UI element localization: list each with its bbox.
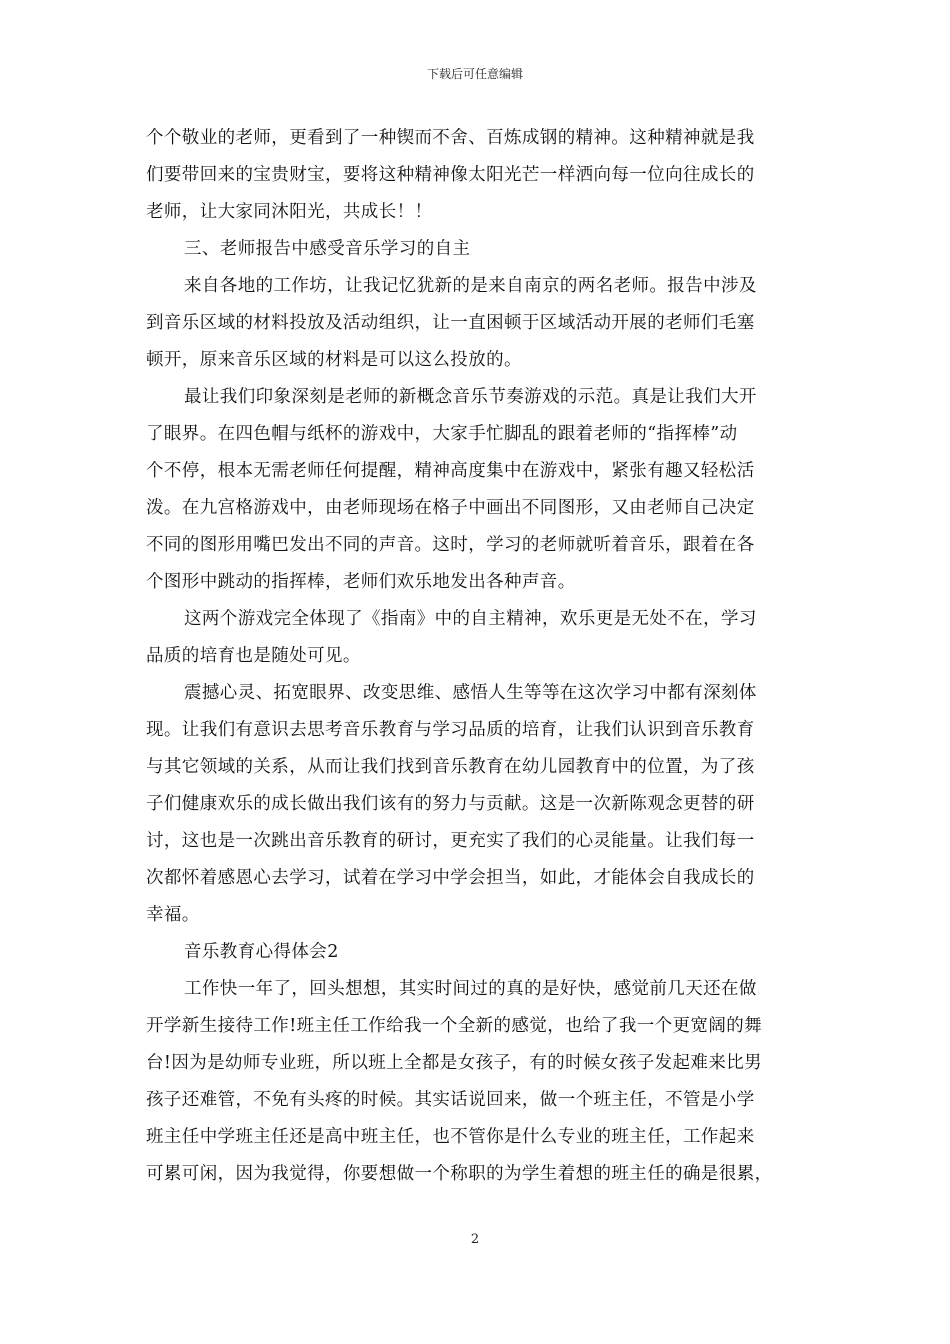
body-line: 最让我们印象深刻是老师的新概念音乐节奏游戏的示范。真是让我们大开 bbox=[184, 387, 757, 407]
body-line: 次都怀着感恩心去学习，试着在学习中学会担当，如此，才能体会自我成长的 bbox=[146, 868, 755, 888]
body-line: 泼。在九宫格游戏中，由老师现场在格子中画出不同图形，又由老师自己决定 bbox=[146, 498, 755, 518]
section-heading: 三、老师报告中感受音乐学习的自主 bbox=[184, 239, 471, 259]
body-line: 来自各地的工作坊，让我记忆犹新的是来自南京的两名老师。报告中涉及 bbox=[184, 276, 757, 296]
body-line: 与其它领域的关系，从而让我们找到音乐教育在幼儿园教育中的位置，为了孩 bbox=[146, 757, 755, 777]
body-line: 到音乐区域的材料投放及活动组织，让一直困顿于区域活动开展的老师们毛塞 bbox=[146, 313, 755, 333]
body-line: 这两个游戏完全体现了《指南》中的自主精神，欢乐更是无处不在，学习 bbox=[184, 609, 757, 629]
body-line: 子们健康欢乐的成长做出我们该有的努力与贡献。这是一次新陈观念更替的研 bbox=[146, 794, 755, 814]
body-line: 了眼界。在四色帽与纸杯的游戏中，大家手忙脚乱的跟着老师的“指挥棒”动 bbox=[146, 424, 738, 444]
body-line: 班主任中学班主任还是高中班主任，也不管你是什么专业的班主任，工作起来 bbox=[146, 1127, 755, 1147]
body-line: 现。让我们有意识去思考音乐教育与学习品质的培育，让我们认识到音乐教育 bbox=[146, 720, 755, 740]
body-line: 个图形中跳动的指挥棒，老师们欢乐地发出各种声音。 bbox=[146, 572, 576, 592]
document-body bbox=[146, 120, 806, 1193]
body-line: 们要带回来的宝贵财宝，要将这种精神像太阳光芒一样洒向每一位向往成长的 bbox=[146, 165, 755, 185]
section-heading: 音乐教育心得体会2 bbox=[184, 942, 339, 962]
body-line: 讨，这也是一次跳出音乐教育的研讨，更充实了我们的心灵能量。让我们每一 bbox=[146, 831, 755, 851]
body-line: 台!因为是幼师专业班，所以班上全都是女孩子，有的时候女孩子发起难来比男 bbox=[146, 1053, 763, 1073]
body-line: 开学新生接待工作!班主任工作给我一个全新的感觉，也给了我一个更宽阔的舞 bbox=[146, 1016, 763, 1036]
body-line: 个不停，根本无需老师任何提醒，精神高度集中在游戏中，紧张有趣又轻松活 bbox=[146, 461, 755, 481]
body-line: 不同的图形用嘴巴发出不同的声音。这时，学习的老师就听着音乐，跟着在各 bbox=[146, 535, 755, 555]
body-line: 老师，让大家同沐阳光，共成长！！ bbox=[146, 202, 433, 222]
body-line: 孩子还难管，不免有头疼的时候。其实话说回来，做一个班主任，不管是小学 bbox=[146, 1090, 755, 1110]
body-line: 顿开，原来音乐区域的材料是可以这么投放的。 bbox=[146, 350, 522, 370]
page-header: 下载后可任意编辑 bbox=[426, 67, 523, 81]
body-line: 工作快一年了，回头想想，其实时间过的真的是好快，感觉前几天还在做 bbox=[184, 979, 757, 999]
body-line: 个个敬业的老师，更看到了一种锲而不舍、百炼成钢的精神。这种精神就是我 bbox=[146, 128, 755, 148]
body-line: 品质的培育也是随处可见。 bbox=[146, 646, 361, 666]
page-number: 2 bbox=[470, 1232, 480, 1247]
body-line: 震撼心灵、拓宽眼界、改变思维、感悟人生等等在这次学习中都有深刻体 bbox=[184, 683, 757, 703]
body-line: 幸福。 bbox=[146, 905, 200, 925]
body-line: 可累可闲，因为我觉得，你要想做一个称职的为学生着想的班主任的确是很累， bbox=[146, 1164, 773, 1184]
